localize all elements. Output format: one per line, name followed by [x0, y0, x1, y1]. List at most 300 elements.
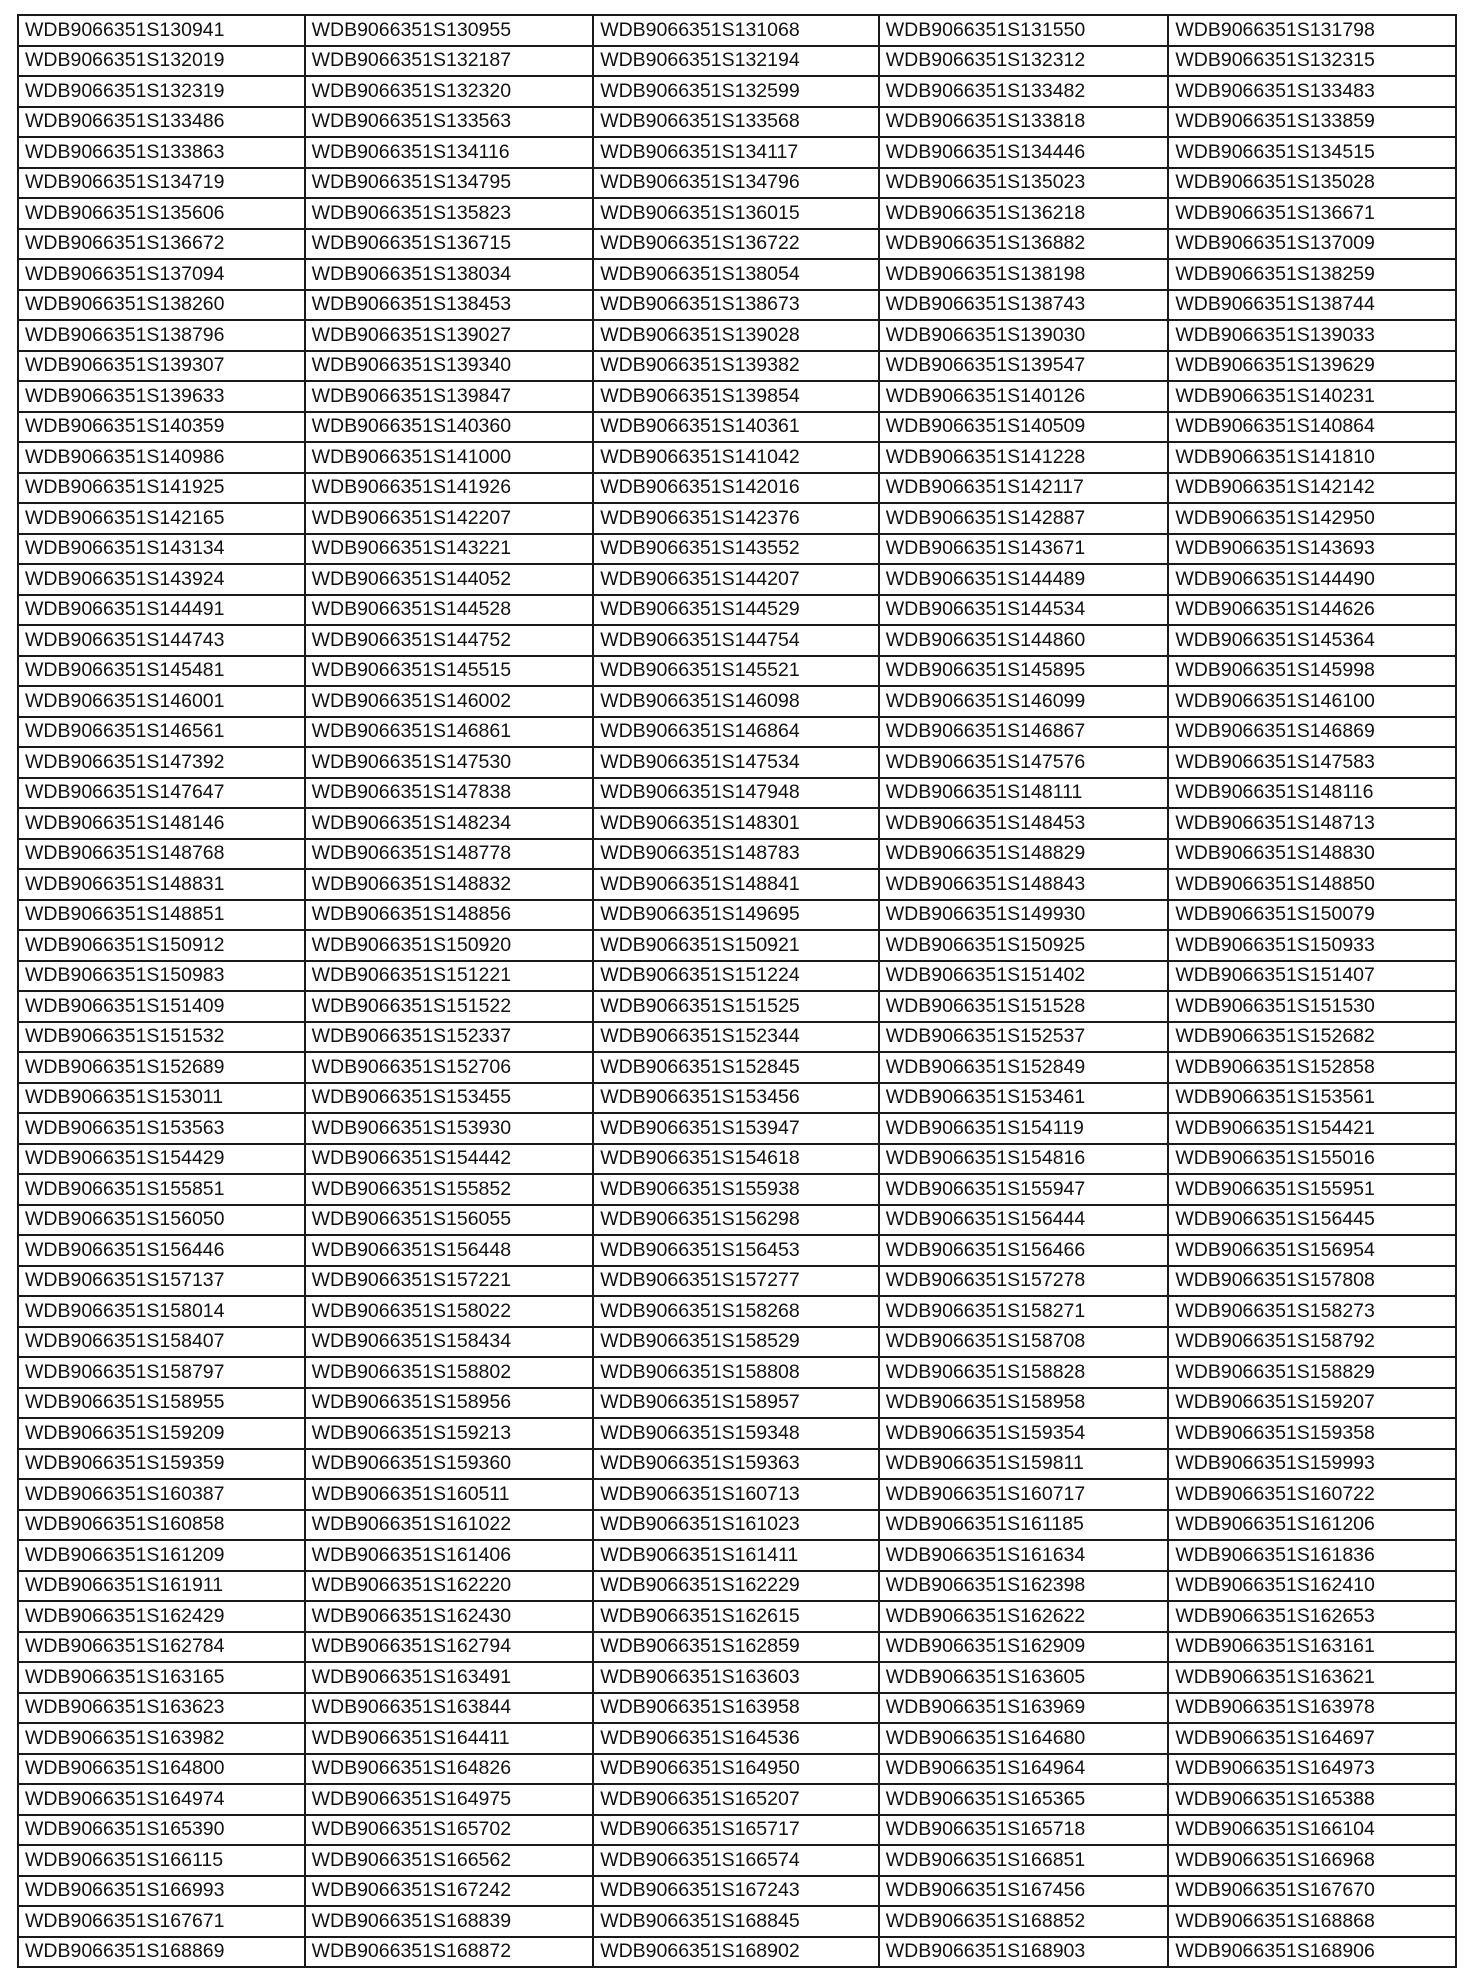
vin-cell: WDB9066351S143924 [18, 564, 305, 595]
vin-cell: WDB9066351S151407 [1168, 961, 1456, 992]
vin-cell: WDB9066351S159354 [879, 1418, 1169, 1449]
table-row [18, 137, 1456, 168]
vin-cell: WDB9066351S155938 [593, 1174, 879, 1205]
vin-cell: WDB9066351S146100 [1168, 686, 1456, 717]
vin-cell: WDB9066351S148234 [305, 808, 594, 839]
vin-cell: WDB9066351S160722 [1168, 1479, 1456, 1510]
vin-cell: WDB9066351S133486 [18, 107, 305, 138]
vin-cell: WDB9066351S152344 [593, 1022, 879, 1053]
table-row [18, 564, 1456, 595]
vin-cell: WDB9066351S161023 [593, 1510, 879, 1541]
vin-cell: WDB9066351S150921 [593, 930, 879, 961]
vin-cell: WDB9066351S148111 [879, 778, 1169, 809]
vin-cell: WDB9066351S140360 [305, 412, 594, 443]
table-row [18, 503, 1456, 534]
vin-cell: WDB9066351S139547 [879, 351, 1169, 382]
vin-cell: WDB9066351S158956 [305, 1388, 594, 1419]
vin-cell: WDB9066351S144528 [305, 595, 594, 626]
vin-cell: WDB9066351S167242 [305, 1876, 594, 1907]
vin-cell: WDB9066351S144529 [593, 595, 879, 626]
table-row [18, 198, 1456, 229]
vin-cell: WDB9066351S158708 [879, 1327, 1169, 1358]
vin-cell: WDB9066351S158828 [879, 1357, 1169, 1388]
vin-cell: WDB9066351S156446 [18, 1235, 305, 1266]
vin-cell: WDB9066351S158529 [593, 1327, 879, 1358]
vin-cell: WDB9066351S166968 [1168, 1845, 1456, 1876]
table-row [18, 1205, 1456, 1236]
vin-cell: WDB9066351S163603 [593, 1662, 879, 1693]
table-row [18, 473, 1456, 504]
vin-cell: WDB9066351S162653 [1168, 1601, 1456, 1632]
vin-cell: WDB9066351S168906 [1168, 1937, 1456, 1968]
table-row [18, 625, 1456, 656]
vin-cell: WDB9066351S156448 [305, 1235, 594, 1266]
table-row [18, 107, 1456, 138]
vin-cell: WDB9066351S168902 [593, 1937, 879, 1968]
vin-cell: WDB9066351S132320 [305, 76, 594, 107]
vin-cell: WDB9066351S165365 [879, 1784, 1169, 1815]
vin-cell: WDB9066351S135023 [879, 168, 1169, 199]
vin-cell: WDB9066351S139633 [18, 381, 305, 412]
table-row [18, 991, 1456, 1022]
vin-cell: WDB9066351S160387 [18, 1479, 305, 1510]
vin-cell: WDB9066351S162859 [593, 1632, 879, 1663]
vin-cell: WDB9066351S146561 [18, 717, 305, 748]
vin-cell: WDB9066351S142117 [879, 473, 1169, 504]
vin-cell: WDB9066351S133483 [1168, 76, 1456, 107]
document-page [17, 14, 1457, 1968]
vin-cell: WDB9066351S139030 [879, 320, 1169, 351]
vin-cell: WDB9066351S156055 [305, 1205, 594, 1236]
vin-cell: WDB9066351S133863 [18, 137, 305, 168]
vin-cell: WDB9066351S154429 [18, 1144, 305, 1175]
vin-cell: WDB9066351S134515 [1168, 137, 1456, 168]
vin-cell: WDB9066351S162430 [305, 1601, 594, 1632]
vin-cell: WDB9066351S160511 [305, 1479, 594, 1510]
vin-cell: WDB9066351S161185 [879, 1510, 1169, 1541]
vin-cell: WDB9066351S147838 [305, 778, 594, 809]
table-row [18, 381, 1456, 412]
vin-cell: WDB9066351S166562 [305, 1845, 594, 1876]
vin-cell: WDB9066351S163969 [879, 1693, 1169, 1724]
vin-cell: WDB9066351S134117 [593, 137, 879, 168]
vin-cell: WDB9066351S146869 [1168, 717, 1456, 748]
vin-cell: WDB9066351S162622 [879, 1601, 1169, 1632]
vin-cell: WDB9066351S151525 [593, 991, 879, 1022]
vin-cell: WDB9066351S133568 [593, 107, 879, 138]
table-row [18, 1022, 1456, 1053]
vin-cell: WDB9066351S151402 [879, 961, 1169, 992]
vin-cell: WDB9066351S164973 [1168, 1754, 1456, 1785]
vin-cell: WDB9066351S155016 [1168, 1144, 1456, 1175]
vin-cell: WDB9066351S144752 [305, 625, 594, 656]
vin-cell: WDB9066351S142207 [305, 503, 594, 534]
vin-cell: WDB9066351S140361 [593, 412, 879, 443]
table-row [18, 168, 1456, 199]
vin-cell: WDB9066351S151224 [593, 961, 879, 992]
vin-table [17, 14, 1457, 1968]
table-row [18, 747, 1456, 778]
vin-cell: WDB9066351S167456 [879, 1876, 1169, 1907]
vin-cell: WDB9066351S156453 [593, 1235, 879, 1266]
vin-cell: WDB9066351S165207 [593, 1784, 879, 1815]
vin-cell: WDB9066351S153456 [593, 1083, 879, 1114]
table-row [18, 900, 1456, 931]
vin-cell: WDB9066351S162410 [1168, 1571, 1456, 1602]
vin-cell: WDB9066351S144491 [18, 595, 305, 626]
table-row [18, 1693, 1456, 1724]
vin-cell: WDB9066351S161411 [593, 1540, 879, 1571]
vin-cell: WDB9066351S137009 [1168, 229, 1456, 260]
vin-cell: WDB9066351S144626 [1168, 595, 1456, 626]
table-row [18, 1388, 1456, 1419]
vin-cell: WDB9066351S157137 [18, 1266, 305, 1297]
vin-cell: WDB9066351S163623 [18, 1693, 305, 1724]
vin-cell: WDB9066351S163958 [593, 1693, 879, 1724]
vin-cell: WDB9066351S136715 [305, 229, 594, 260]
vin-cell: WDB9066351S138034 [305, 259, 594, 290]
vin-cell: WDB9066351S168852 [879, 1906, 1169, 1937]
table-row [18, 1174, 1456, 1205]
vin-cell: WDB9066351S161911 [18, 1571, 305, 1602]
vin-cell: WDB9066351S147530 [305, 747, 594, 778]
vin-cell: WDB9066351S166104 [1168, 1815, 1456, 1846]
vin-cell: WDB9066351S135606 [18, 198, 305, 229]
vin-cell: WDB9066351S152537 [879, 1022, 1169, 1053]
vin-cell: WDB9066351S164411 [305, 1723, 594, 1754]
table-row [18, 1845, 1456, 1876]
vin-cell: WDB9066351S168903 [879, 1937, 1169, 1968]
vin-cell: WDB9066351S145521 [593, 656, 879, 687]
vin-cell: WDB9066351S148453 [879, 808, 1169, 839]
vin-cell: WDB9066351S148850 [1168, 869, 1456, 900]
vin-cell: WDB9066351S144207 [593, 564, 879, 595]
vin-cell: WDB9066351S132315 [1168, 46, 1456, 77]
vin-cell: WDB9066351S148843 [879, 869, 1169, 900]
vin-cell: WDB9066351S144489 [879, 564, 1169, 595]
vin-cell: WDB9066351S168868 [1168, 1906, 1456, 1937]
vin-cell: WDB9066351S159209 [18, 1418, 305, 1449]
vin-cell: WDB9066351S134796 [593, 168, 879, 199]
vin-cell: WDB9066351S153563 [18, 1113, 305, 1144]
table-row [18, 1052, 1456, 1083]
table-row [18, 1876, 1456, 1907]
vin-cell: WDB9066351S165702 [305, 1815, 594, 1846]
vin-cell: WDB9066351S158273 [1168, 1296, 1456, 1327]
vin-cell: WDB9066351S148778 [305, 839, 594, 870]
vin-cell: WDB9066351S140231 [1168, 381, 1456, 412]
vin-cell: WDB9066351S155852 [305, 1174, 594, 1205]
table-row [18, 717, 1456, 748]
vin-cell: WDB9066351S132187 [305, 46, 594, 77]
vin-cell: WDB9066351S153930 [305, 1113, 594, 1144]
vin-cell: WDB9066351S161406 [305, 1540, 594, 1571]
vin-cell: WDB9066351S154618 [593, 1144, 879, 1175]
vin-cell: WDB9066351S148856 [305, 900, 594, 931]
table-row [18, 1662, 1456, 1693]
vin-cell: WDB9066351S133818 [879, 107, 1169, 138]
table-row [18, 1601, 1456, 1632]
vin-cell: WDB9066351S152682 [1168, 1022, 1456, 1053]
vin-cell: WDB9066351S144534 [879, 595, 1169, 626]
vin-cell: WDB9066351S159348 [593, 1418, 879, 1449]
vin-cell: WDB9066351S139033 [1168, 320, 1456, 351]
vin-cell: WDB9066351S135823 [305, 198, 594, 229]
vin-cell: WDB9066351S146864 [593, 717, 879, 748]
vin-cell: WDB9066351S158955 [18, 1388, 305, 1419]
table-row [18, 1083, 1456, 1114]
vin-cell: WDB9066351S141810 [1168, 442, 1456, 473]
vin-cell: WDB9066351S151530 [1168, 991, 1456, 1022]
vin-cell: WDB9066351S153461 [879, 1083, 1169, 1114]
table-row [18, 15, 1456, 46]
vin-cell: WDB9066351S165388 [1168, 1784, 1456, 1815]
vin-cell: WDB9066351S165718 [879, 1815, 1169, 1846]
vin-cell: WDB9066351S147948 [593, 778, 879, 809]
vin-cell: WDB9066351S136672 [18, 229, 305, 260]
vin-cell: WDB9066351S158792 [1168, 1327, 1456, 1358]
vin-cell: WDB9066351S134795 [305, 168, 594, 199]
vin-cell: WDB9066351S139382 [593, 351, 879, 382]
vin-cell: WDB9066351S168872 [305, 1937, 594, 1968]
table-row [18, 1418, 1456, 1449]
table-row [18, 1144, 1456, 1175]
vin-cell: WDB9066351S130941 [18, 15, 305, 46]
vin-cell: WDB9066351S158808 [593, 1357, 879, 1388]
vin-cell: WDB9066351S148851 [18, 900, 305, 931]
vin-cell: WDB9066351S149930 [879, 900, 1169, 931]
vin-cell: WDB9066351S132019 [18, 46, 305, 77]
vin-cell: WDB9066351S144490 [1168, 564, 1456, 595]
vin-cell: WDB9066351S159993 [1168, 1449, 1456, 1480]
table-row [18, 1784, 1456, 1815]
vin-cell: WDB9066351S155947 [879, 1174, 1169, 1205]
vin-cell: WDB9066351S159207 [1168, 1388, 1456, 1419]
vin-cell: WDB9066351S164826 [305, 1754, 594, 1785]
vin-cell: WDB9066351S131550 [879, 15, 1169, 46]
table-row [18, 1754, 1456, 1785]
vin-cell: WDB9066351S151528 [879, 991, 1169, 1022]
vin-cell: WDB9066351S151221 [305, 961, 594, 992]
vin-cell: WDB9066351S166574 [593, 1845, 879, 1876]
vin-cell: WDB9066351S168839 [305, 1906, 594, 1937]
vin-cell: WDB9066351S146098 [593, 686, 879, 717]
vin-cell: WDB9066351S143671 [879, 534, 1169, 565]
vin-cell: WDB9066351S157808 [1168, 1266, 1456, 1297]
vin-cell: WDB9066351S138054 [593, 259, 879, 290]
table-row [18, 656, 1456, 687]
vin-cell: WDB9066351S136671 [1168, 198, 1456, 229]
vin-cell: WDB9066351S138673 [593, 290, 879, 321]
vin-cell: WDB9066351S159213 [305, 1418, 594, 1449]
vin-cell: WDB9066351S153011 [18, 1083, 305, 1114]
vin-cell: WDB9066351S140986 [18, 442, 305, 473]
vin-cell: WDB9066351S147647 [18, 778, 305, 809]
vin-cell: WDB9066351S152689 [18, 1052, 305, 1083]
table-row [18, 686, 1456, 717]
vin-cell: WDB9066351S163165 [18, 1662, 305, 1693]
vin-cell: WDB9066351S162784 [18, 1632, 305, 1663]
table-row [18, 1113, 1456, 1144]
table-row [18, 534, 1456, 565]
table-row [18, 869, 1456, 900]
vin-cell: WDB9066351S148783 [593, 839, 879, 870]
vin-cell: WDB9066351S150983 [18, 961, 305, 992]
vin-cell: WDB9066351S147534 [593, 747, 879, 778]
vin-cell: WDB9066351S154119 [879, 1113, 1169, 1144]
vin-cell: WDB9066351S153947 [593, 1113, 879, 1144]
vin-cell: WDB9066351S154421 [1168, 1113, 1456, 1144]
table-row [18, 1479, 1456, 1510]
vin-cell: WDB9066351S148831 [18, 869, 305, 900]
vin-cell: WDB9066351S155851 [18, 1174, 305, 1205]
table-row [18, 412, 1456, 443]
vin-cell: WDB9066351S136015 [593, 198, 879, 229]
table-row [18, 1510, 1456, 1541]
table-row [18, 839, 1456, 870]
vin-cell: WDB9066351S136218 [879, 198, 1169, 229]
vin-cell: WDB9066351S145481 [18, 656, 305, 687]
vin-cell: WDB9066351S150933 [1168, 930, 1456, 961]
vin-cell: WDB9066351S132319 [18, 76, 305, 107]
vin-cell: WDB9066351S158797 [18, 1357, 305, 1388]
vin-cell: WDB9066351S139027 [305, 320, 594, 351]
vin-cell: WDB9066351S168845 [593, 1906, 879, 1937]
vin-cell: WDB9066351S142016 [593, 473, 879, 504]
table-row [18, 1357, 1456, 1388]
vin-cell: WDB9066351S162229 [593, 1571, 879, 1602]
table-row [18, 46, 1456, 77]
vin-cell: WDB9066351S131068 [593, 15, 879, 46]
vin-cell: WDB9066351S138453 [305, 290, 594, 321]
vin-cell: WDB9066351S154442 [305, 1144, 594, 1175]
vin-cell: WDB9066351S160717 [879, 1479, 1169, 1510]
vin-cell: WDB9066351S158407 [18, 1327, 305, 1358]
vin-cell: WDB9066351S156050 [18, 1205, 305, 1236]
vin-cell: WDB9066351S142165 [18, 503, 305, 534]
vin-cell: WDB9066351S140509 [879, 412, 1169, 443]
vin-cell: WDB9066351S161022 [305, 1510, 594, 1541]
vin-cell: WDB9066351S152849 [879, 1052, 1169, 1083]
vin-cell: WDB9066351S158022 [305, 1296, 594, 1327]
vin-cell: WDB9066351S143552 [593, 534, 879, 565]
vin-cell: WDB9066351S145998 [1168, 656, 1456, 687]
vin-cell: WDB9066351S158957 [593, 1388, 879, 1419]
vin-cell: WDB9066351S166851 [879, 1845, 1169, 1876]
vin-cell: WDB9066351S143134 [18, 534, 305, 565]
vin-cell: WDB9066351S131798 [1168, 15, 1456, 46]
vin-cell: WDB9066351S152845 [593, 1052, 879, 1083]
vin-cell: WDB9066351S156466 [879, 1235, 1169, 1266]
table-row [18, 76, 1456, 107]
vin-cell: WDB9066351S144743 [18, 625, 305, 656]
vin-cell: WDB9066351S157277 [593, 1266, 879, 1297]
vin-cell: WDB9066351S144052 [305, 564, 594, 595]
vin-cell: WDB9066351S161209 [18, 1540, 305, 1571]
vin-cell: WDB9066351S150925 [879, 930, 1169, 961]
vin-cell: WDB9066351S146861 [305, 717, 594, 748]
vin-cell: WDB9066351S142887 [879, 503, 1169, 534]
vin-cell: WDB9066351S159358 [1168, 1418, 1456, 1449]
vin-cell: WDB9066351S148301 [593, 808, 879, 839]
vin-cell: WDB9066351S138259 [1168, 259, 1456, 290]
vin-cell: WDB9066351S163161 [1168, 1632, 1456, 1663]
vin-cell: WDB9066351S163982 [18, 1723, 305, 1754]
vin-cell: WDB9066351S142950 [1168, 503, 1456, 534]
vin-cell: WDB9066351S153561 [1168, 1083, 1456, 1114]
table-row [18, 1296, 1456, 1327]
table-row [18, 320, 1456, 351]
vin-cell: WDB9066351S148713 [1168, 808, 1456, 839]
table-row [18, 1937, 1456, 1968]
vin-cell: WDB9066351S146002 [305, 686, 594, 717]
vin-cell: WDB9066351S159811 [879, 1449, 1169, 1480]
table-row [18, 1540, 1456, 1571]
vin-cell: WDB9066351S148829 [879, 839, 1169, 870]
vin-cell: WDB9066351S148146 [18, 808, 305, 839]
table-row [18, 808, 1456, 839]
vin-cell: WDB9066351S144754 [593, 625, 879, 656]
vin-cell: WDB9066351S158958 [879, 1388, 1169, 1419]
vin-cell: WDB9066351S163491 [305, 1662, 594, 1693]
vin-cell: WDB9066351S136722 [593, 229, 879, 260]
vin-cell: WDB9066351S164974 [18, 1784, 305, 1815]
vin-cell: WDB9066351S148116 [1168, 778, 1456, 809]
vin-cell: WDB9066351S160858 [18, 1510, 305, 1541]
vin-cell: WDB9066351S164680 [879, 1723, 1169, 1754]
vin-cell: WDB9066351S161634 [879, 1540, 1169, 1571]
table-row [18, 778, 1456, 809]
table-row [18, 961, 1456, 992]
vin-cell: WDB9066351S154816 [879, 1144, 1169, 1175]
vin-cell: WDB9066351S161206 [1168, 1510, 1456, 1541]
vin-cell: WDB9066351S145895 [879, 656, 1169, 687]
vin-cell: WDB9066351S137094 [18, 259, 305, 290]
table-row [18, 1571, 1456, 1602]
vin-cell: WDB9066351S166115 [18, 1845, 305, 1876]
vin-cell: WDB9066351S159359 [18, 1449, 305, 1480]
vin-cell: WDB9066351S153455 [305, 1083, 594, 1114]
vin-cell: WDB9066351S135028 [1168, 168, 1456, 199]
vin-cell: WDB9066351S138260 [18, 290, 305, 321]
vin-cell: WDB9066351S139028 [593, 320, 879, 351]
vin-cell: WDB9066351S133859 [1168, 107, 1456, 138]
vin-cell: WDB9066351S140359 [18, 412, 305, 443]
vin-cell: WDB9066351S155951 [1168, 1174, 1456, 1205]
table-row [18, 930, 1456, 961]
table-row [18, 1632, 1456, 1663]
vin-cell: WDB9066351S158271 [879, 1296, 1169, 1327]
vin-cell: WDB9066351S145364 [1168, 625, 1456, 656]
vin-cell: WDB9066351S164536 [593, 1723, 879, 1754]
vin-cell: WDB9066351S163621 [1168, 1662, 1456, 1693]
vin-cell: WDB9066351S162909 [879, 1632, 1169, 1663]
vin-cell: WDB9066351S152706 [305, 1052, 594, 1083]
vin-cell: WDB9066351S139847 [305, 381, 594, 412]
vin-cell: WDB9066351S146867 [879, 717, 1169, 748]
vin-cell: WDB9066351S148830 [1168, 839, 1456, 870]
vin-cell: WDB9066351S163605 [879, 1662, 1169, 1693]
vin-cell: WDB9066351S151522 [305, 991, 594, 1022]
vin-cell: WDB9066351S164697 [1168, 1723, 1456, 1754]
table-row [18, 351, 1456, 382]
vin-cell: WDB9066351S156445 [1168, 1205, 1456, 1236]
vin-cell: WDB9066351S156954 [1168, 1235, 1456, 1266]
table-row [18, 1235, 1456, 1266]
vin-cell: WDB9066351S142142 [1168, 473, 1456, 504]
table-row [18, 595, 1456, 626]
vin-cell: WDB9066351S167243 [593, 1876, 879, 1907]
